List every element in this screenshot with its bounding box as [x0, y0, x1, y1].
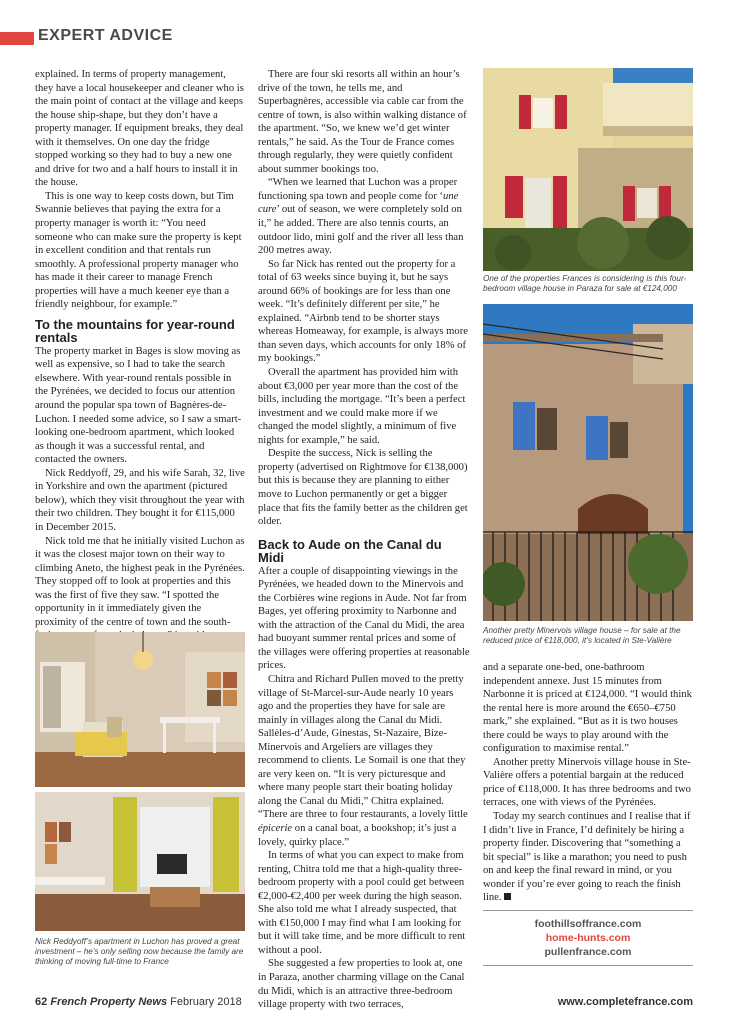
luchon-apartment-photo — [35, 632, 245, 931]
article-column-2 — [258, 68, 470, 1012]
paragraph: Despite the success, Nick is selling the property (advertised on Rightmove for €138,000) but this is because they are planning to either move to Luchon permanently or get a bigger place that fits the family better as the children get older. — [258, 448, 468, 528]
paragraph: So far Nick has rented out the property for a total of 63 weeks since buying it, but he says around 66% of bookings are for less than one week. “It’s definitely different per site,” he explained. “Airbnb tend to be shorter stays whereas Homeaway, for example, is always more than seven days, which accounts for only 18% of my bookings.” — [258, 258, 468, 365]
subheading-mountains: To the mountains for year-round rentals — [35, 316, 235, 346]
paragraph: “When we learned that Luchon was a proper functioning spa town and people come for ‘une cure’ out of season, we were completely sold on it,” he added. There are also tennis courts, an outdoor lido, mini golf and the river all less than 200 metres away. — [258, 177, 464, 257]
end-of-article-mark — [504, 893, 511, 900]
paragraph: Chitra and Richard Pullen moved to the pretty village of St-Marcel-sur-Aude nearly 10 years ago and the properties they have for sale are mainly in villages along the Canal du Midi. Sallèles-d’Aude, Ginestas, St-Nazaire, Bize-Minervois and Argeliers are villages they recommend to clients. Le Somail is one that they are very keen on. “It is very picturesque and where many people start their boating holiday along the Canal du Midi,” Chitra explained. “There are three to four restaurants, a lovely little épicerie on a canal boat, a bookshop; it’s just a lovely, quirky place.” — [258, 673, 468, 848]
magazine-name: French Property News — [50, 996, 168, 1008]
page-footer-left — [35, 996, 242, 1008]
paragraph: Nick Reddyoff, 29, and his wife Sarah, 32, live in Yorkshire and own the apartment (pictured below), which they visit throughout the year with their two children. They bought it for €115,000 in December 2015. — [35, 467, 245, 533]
paragraph: The property market in Bages is slow moving as well as expensive, so I had to take the search elsewhere. With year-round rentals possible in the Pyrénées, we decided to focus our attention around the popular spa town of Bagnères-de-Luchon. I needed some advice, so I saw a smart-looking one-bedroom apartment, which looked as though it was a successful rental, and contacted the owners. — [35, 345, 242, 466]
paragraph: Today my search continues and I realise that if I didn’t live in France, I’d definitely be hiring a property finder. Discovering that “something a bit special” is like a marathon; you need to push on and keep the final reward in mind, or you wonder if you’re ever going to reach the finish line. — [483, 811, 691, 904]
article-column-1 — [35, 68, 245, 643]
page-number: 62 — [35, 996, 48, 1008]
paragraph: In terms of what you can expect to make from renting, Chitra told me that a high-quality three-bedroom property with a pool could get between €2,000-€2,400 per week during the high season. She also told me what I already suspected, that with €150,000 I may find what I am looking for but it will take time, and be more difficult to rent without a pool. — [258, 850, 466, 956]
ste-valiere-house-photo — [483, 304, 693, 621]
paragraph: She suggested a few properties to look at, one in Paraza, another charming village on the Canal du Midi, which is an attractive three-bedroom village property with two terraces, — [258, 958, 465, 1011]
paragraph: After a couple of disappointing viewings in the Pyrénées, we headed down to the Minervois and the Corbières wine regions in Aude. Not far from Bages, yet offering proximity to Narbonne and with the attraction of the Canal du Midi, the area had buoyant summer rental prices and some of the villages were offering properties at reasonable prices. — [258, 565, 470, 672]
ste-valiere-photo-caption: Another pretty Minervois village house – for sale at the reduced price of €118,000, it’s located in Ste-Valière — [483, 626, 681, 645]
website-link[interactable]: www.completefrance.com — [557, 996, 693, 1008]
paragraph: Overall the apartment has provided him with about €3,000 per year more than the cost of the bills, including the mortgage. “It’s been a perfect investment and we could make more if we changed the model slightly, a minimum of five nights for example,” he said. — [258, 367, 466, 446]
paragraph: Another pretty Minervois village house in Ste-Valière offers a potential bargain at the reduced price of €118,000. It has three bedrooms and two terraces, one with views of the Pyrénées. — [483, 756, 691, 809]
paragraph: Nick told me that he initially visited Luchon as it was the closest major town on their way to climbing Aneto, the highest peak in the Pyrénées. They stopped off to look at properties and this was the first of five they saw. “I spotted the opportunity in it immediately given the proximity of the centre of town and the south- — [35, 535, 245, 628]
issue-date: February 2018 — [170, 996, 242, 1008]
paragraph: There are four ski resorts all within an hour’s drive of the town, he tells me, and Superbagnères, accessible via cable car from the centre of town, is also within walking distance of the apartment. “So, we knew we’d get winter rentals,” he said. As the Tour de France comes through regularly, they were quietly confident about summer bookings too. — [258, 69, 467, 175]
link-pullenfrance[interactable]: pullenfrance.com — [544, 946, 632, 958]
paragraph: This is one way to keep costs down, but Tim Swannie believes that paying the extra for a property manager is worth it: “You need someone who can make sure the property is kept in excellent condition and that rentals run smoothly. A professional property manager who has made it their career to manage French properties will have a much keener eye than a friendly neighbour, for example.” — [35, 190, 242, 311]
section-accent-bar — [0, 32, 34, 45]
link-foothillsoffrance[interactable]: foothillsoffrance.com — [534, 918, 642, 930]
section-title: EXPERT ADVICE — [38, 27, 173, 44]
article-column-3 — [483, 661, 693, 905]
paraza-house-photo — [483, 68, 693, 271]
luchon-photo-caption: Nick Reddyoff’s apartment in Luchon has proved a great investment – he’s only selling now because the family are thinking of moving full-time to France — [35, 937, 244, 966]
divider — [483, 965, 693, 966]
paraza-photo-caption: One of the properties Frances is considering is this four-bedroom village house in Paraza for sale at €124,000 — [483, 274, 687, 293]
paragraph: and a separate one-bed, one-bathroom independent annexe. Just 15 minutes from Narbonne it is priced at €124,000. “I would think the rental here is more around the €650–€750 mark,” she explained. “But as it is two houses there could be ways to play around with the configuration to maximise rental.” — [483, 662, 692, 755]
paragraph: explained. In terms of property management, they have a local housekeeper and cleaner who is the main point of contact at the village and keeps the house ship-shape, but they don’t have a property manager. If equipment breaks, they deal with it themselves. On one day the fridge stopped working so they had to buy a new one and drive for two and a half hours to install it in the house. — [35, 69, 244, 189]
contacts-box — [483, 910, 693, 959]
subheading-aude: Back to Aude on the Canal du Midi — [258, 536, 442, 566]
link-home-hunts[interactable]: home-hunts.com — [545, 932, 631, 944]
